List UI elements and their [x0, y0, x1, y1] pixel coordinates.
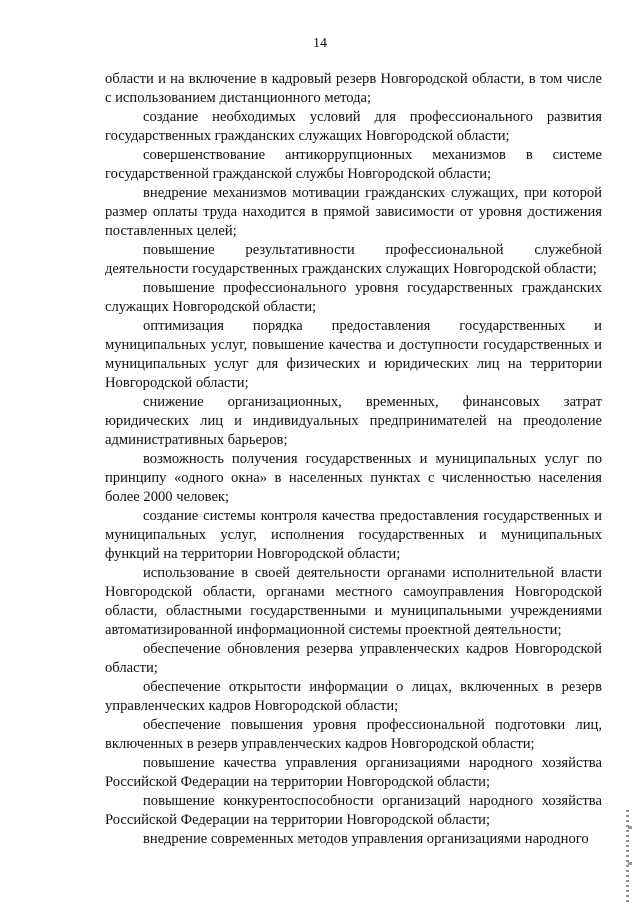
paragraph-continuation: области и на включение в кадровый резерв Новгородской области, в том числе с использованием дистанционного метода;: [105, 71, 602, 106]
paragraph: совершенствование антикоррупционных механизмов в системе государственной гражданской службы Новгородской области;: [105, 147, 602, 182]
paragraph: повышение качества управления организациями народного хозяйства Российской Федерации на территории Новгородской области;: [105, 755, 602, 790]
paragraph: снижение организационных, временных, финансовых затрат юридических лиц и индивидуальных предпринимателей на преодоление административных барьеров;: [105, 394, 602, 448]
scan-tick-artifact: [628, 862, 632, 865]
paragraph: внедрение современных методов управления организациями народного: [143, 831, 589, 847]
page-number: 14: [313, 36, 327, 51]
paragraph: обеспечение открытости информации о лицах, включенных в резерв управленческих кадров Новгородской области;: [105, 679, 602, 714]
paragraph: обеспечение обновления резерва управленческих кадров Новгородской области;: [105, 641, 602, 676]
paragraph: обеспечение повышения уровня профессиональной подготовки лиц, включенных в резерв управленческих кадров Новгородской области;: [105, 717, 602, 752]
paragraph: использование в своей деятельности органами исполнительной власти Новгородской области, органами местного самоуправления Новгородской области, областными государственными и муниципальными учреждениями автоматизированной информационной системы проектной деятельности;: [105, 565, 602, 638]
paragraph: возможность получения государственных и муниципальных услуг по принципу «одного окна» в населенных пунктах с численностью населения более 2000 человек;: [105, 451, 602, 505]
paragraph: повышение результативности профессиональной служебной деятельности государственных гражданских служащих Новгородской области;: [105, 242, 602, 277]
paragraph: внедрение механизмов мотивации гражданских служащих, при которой размер оплаты труда находится в прямой зависимости от уровня достижения поставленных целей;: [105, 185, 602, 239]
scan-edge-artifact: [626, 810, 629, 905]
document-body: [105, 70, 602, 849]
paragraph: создание необходимых условий для профессионального развития государственных гражданских служащих Новгородской области;: [105, 109, 602, 144]
paragraph: повышение конкурентоспособности организаций народного хозяйства Российской Федерации на территории Новгородской области;: [105, 793, 602, 828]
paragraph: оптимизация порядка предоставления государственных и муниципальных услуг, повышение качества и доступности государственных и муниципальных услуг для физических и юридических лиц на территории Новгородской области;: [105, 318, 602, 391]
paragraph: создание системы контроля качества предоставления государственных и муниципальных услуг, исполнения государственных и муниципальных функций на территории Новгородской области;: [105, 508, 602, 562]
scan-tick-artifact: [628, 826, 632, 829]
paragraph: повышение профессионального уровня государственных гражданских служащих Новгородской области;: [105, 280, 602, 315]
